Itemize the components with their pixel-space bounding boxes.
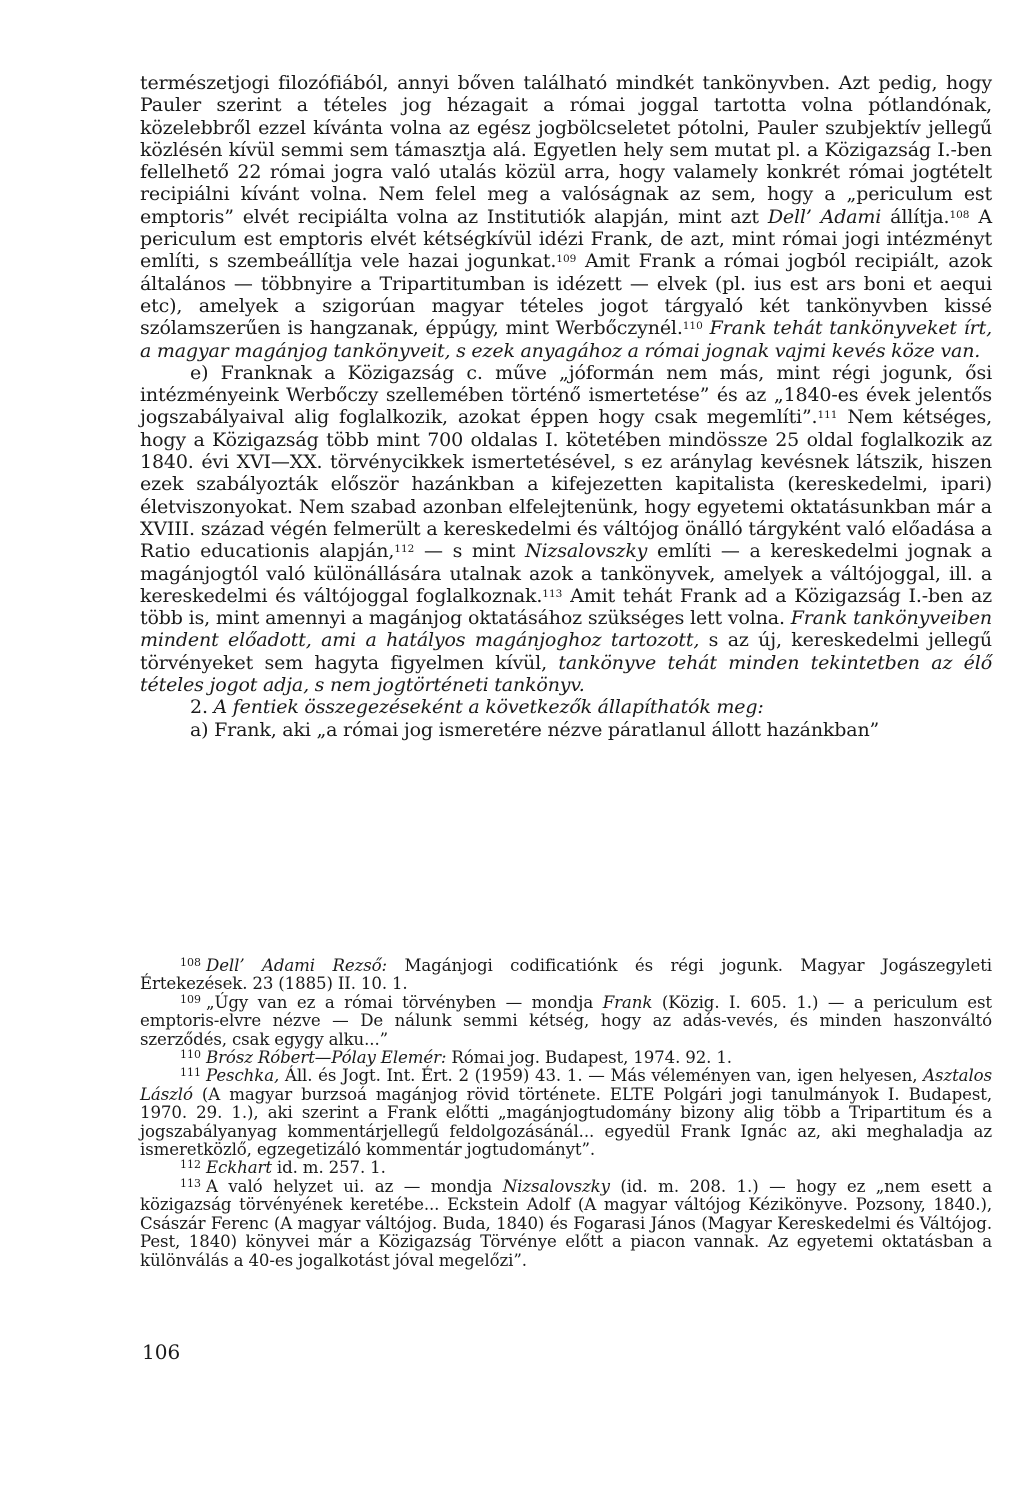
footnote-number: 108 (180, 956, 201, 969)
text-run: — s mint (414, 540, 526, 563)
italic-text: Frank (602, 992, 653, 1012)
text-run: Amit Frank a római jogból recipiált, azok általános — többnyire a Tripartitumban is idézett — elvek (pl. ius est ars boni et aequi etc), amelyek a szigorúan magyar tételes jogot tárgyaló két tankönyvben kissé szólamszerűen is hangzanak, éppúgy, mint Werbőczynél. (140, 250, 992, 340)
main-text (140, 72, 992, 741)
text-run: A periculum est emptoris elvét kétségkívül idézi Frank, de azt, mint római jogi intézményt említi, s szembeállítja vele hazai jogunkat. (140, 205, 992, 273)
footnote-ref: 112 (394, 543, 415, 556)
text-run: A való helyzet ui. az — mondja (206, 1176, 503, 1196)
footnote (140, 1049, 992, 1067)
italic-text: A fentiek összegezéseként a következők állapíthatók meg: (213, 696, 764, 719)
text-run: a) Frank, aki „a római jog ismeretére nézve páratlanul állott hazánkban” (190, 718, 880, 741)
footnote-ref: 109 (556, 253, 577, 266)
paragraph (140, 362, 992, 696)
italic-text: Nizsalovszky (525, 540, 648, 563)
footnote (140, 994, 992, 1049)
text-run: (Közig. I. 605. 1.) — a periculum est emptoris-elvre nézve — De nálunk semmi kétség, hogy az adás-vevés, és minden haszonváltó szerződés, csak egygy alku...” (140, 992, 992, 1049)
text-run: említi — a kereskedelmi jognak a magánjogtól való különállására utalnak azok a tankönyvek, amelyek a váltójoggal, ill. a kereskedelmi és váltójoggal foglalkoznak. (140, 540, 993, 607)
footnote (140, 1067, 992, 1159)
footnote-ref: 111 (817, 409, 838, 422)
text-run: id. m. 257. 1. (271, 1158, 386, 1178)
page-number: 106 (142, 1340, 181, 1364)
paragraph (140, 719, 992, 741)
paragraph (140, 696, 992, 718)
text-run: állítja. (881, 205, 950, 228)
text-run: Amit tehát Frank ad a Közigazság I.-ben az több is, mint amennyi a magánjog oktatásához szükséges lett volna. (140, 584, 992, 630)
text-run: Római jog. Budapest, 1974. 92. 1. (446, 1048, 732, 1068)
footnote-ref: 113 (542, 587, 563, 600)
text-run: Nem kétséges, hogy a Közigazság több mint 700 oldalas I. kötetében mindössze 25 oldal foglalkozik az 1840. évi XVI—XX. törvénycikkek ismertetésével, s ez aránylag kevésnek látszik, hiszen ezek szabályozták először hazánkban a kifejezetten kapitalista (kereskedelmi, ipari) életviszonyokat. Nem szabad azonban elfelejtenünk, hogy egyetemi oktatásunkban már a XVIII. század végén felmerült a kereskedelmi és váltójog önálló tárgyként való előadása a Ratio educationis alapján, (140, 406, 992, 563)
text-run: Áll. és Jogt. Int. Ért. 2 (1959) 43. 1. — Más véleményen van, igen helyesen, (279, 1066, 924, 1086)
footnote (140, 957, 992, 994)
footnote-ref: 108 (949, 208, 970, 221)
footnote-number: 113 (180, 1176, 201, 1190)
italic-text: Dell’ Adami Rezső: (206, 956, 388, 975)
italic-text: Peschka, (206, 1066, 280, 1086)
italic-text: Nizsalovszky (502, 1176, 610, 1196)
text-run: „Úgy van ez a római törvényben — mondja (206, 992, 603, 1012)
footnote (140, 1178, 992, 1270)
paragraph (140, 72, 992, 362)
italic-text: Asztalos László (140, 1066, 992, 1104)
italic-text: Dell’ Adami (767, 205, 882, 228)
italic-text: Eckhart (206, 1158, 272, 1178)
footnote-ref: 110 (682, 320, 703, 333)
text-run: Magánjogi codificatiónk és régi jogunk. Magyar Jogászegyleti Értekezések. 23 (1885) II. 10. 1. (140, 956, 992, 994)
footnote (140, 1159, 992, 1177)
text-run: (A magyar burzsoá magánjog rövid története. ELTE Polgári jogi tanulmányok I. Budapest, 1970. 29. 1.), aki szerint a Frank előtti „magánjogtudomány bizony alig több a Tripartitum és a jogszabályanyag kommentárjellegű feldolgozásánál... egyedül Frank Ignác az, aki meghaladja az ismeretközlő, egzegetizáló kommentár jogtudományt”. (140, 1084, 992, 1160)
italic-text: Frank tehát tankönyveket írt, a magyar magánjog tankönyveit, s ezek anyagához a római jognak vajmi kevés köze van. (140, 317, 992, 362)
text-run: (id. m. 208. 1.) — hogy ez „nem esett a közigazság törvényének keretébe... Eckstein Adolf (A magyar váltójog Kézikönyve. Pozsony, 1840.), Császár Ferenc (A magyar váltójog. Buda, 1840) és Fogarasi János (Magyar Kereskedelmi és Váltójog. Pest, 1840) könyvei már a Közigazság Törvénye előtt a piacon vannak. Az egyetemi oktatásban a különválás a 40-es jogalkotást jóval megelőzi”. (140, 1176, 992, 1270)
footnote-number: 112 (180, 1158, 201, 1172)
text-run: 2. (190, 696, 214, 719)
text-run: s az új, kereskedelmi jellegű törvényeket sem hagyta figyelmen kívül, (140, 629, 992, 674)
footnote-number: 109 (180, 992, 201, 1006)
text-run: e) Franknak a Közigazság c. műve „jóformán nem más, mint régi jogunk, ősi intézményeink Werbőczy szellemében történő ismertetése” és az „1840-es évek jelentős jogszabályaival alig foglalkozik, azokat éppen hogy csak megemlíti”. (140, 361, 992, 429)
italic-text: Brósz Róbert—Pólay Elemér: (206, 1048, 447, 1068)
footnote-number: 111 (180, 1066, 201, 1080)
text-run: természetjogi filozófiából, annyi bőven található mindkét tankönyvben. Azt pedig, hogy Pauler szerint a tételes jog hézagait a római joggal tartotta volna pótlandónak, közelebbről ezzel kívánta volna az egész jogbölcseletet pótolni, Pauler szubjektív jellegű közlésén kívül semmi sem támasztja alá. Egyetlen hely sem mutat pl. a Közigazság I.-ben fellelhető 22 római jogra való utalás közül arra, hogy valamely konkrét római jogtételt recipiálni kívánt volna. Nem felel meg a valóságnak az sem, hogy a „periculum est emptoris” elvét recipiálta volna az Institutiók alapján, mint azt (140, 72, 992, 228)
text-run (703, 317, 710, 339)
footnotes (140, 957, 992, 1270)
italic-text: Frank tankönyveiben mindent előadott, ami a hatályos magánjoghoz tartozott, (140, 607, 993, 652)
italic-text: tankönyve tehát minden tekintetben az élő tételes jogot adja, s nem jogtörténeti tankönyv. (140, 651, 992, 697)
footnote-number: 110 (180, 1048, 201, 1062)
